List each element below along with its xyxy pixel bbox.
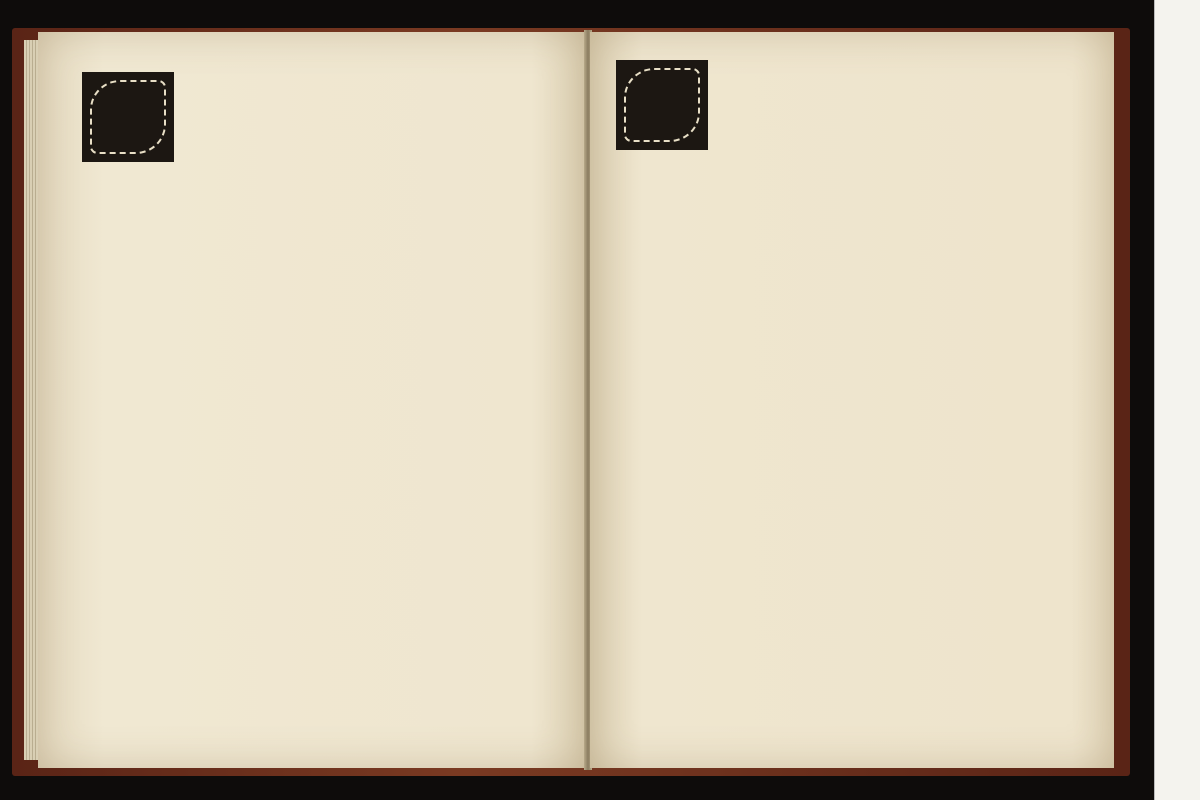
music-staff bbox=[614, 236, 1092, 268]
music-staff bbox=[614, 314, 1092, 346]
music-staff bbox=[614, 156, 1092, 188]
music-staff bbox=[100, 638, 572, 670]
music-staff bbox=[88, 328, 562, 360]
music-staff bbox=[96, 560, 570, 592]
music-staff-empty bbox=[614, 616, 1092, 648]
measuring-ruler bbox=[1154, 0, 1200, 800]
music-staff bbox=[92, 406, 566, 438]
music-staff bbox=[186, 92, 558, 124]
music-staff bbox=[614, 390, 1092, 422]
music-staff bbox=[84, 172, 558, 204]
decorated-initial bbox=[616, 60, 708, 150]
music-staff bbox=[614, 468, 1092, 500]
decorated-initial bbox=[82, 72, 174, 162]
left-page bbox=[38, 32, 586, 768]
music-staff bbox=[614, 544, 1092, 576]
music-staff bbox=[720, 72, 1090, 104]
music-staff bbox=[88, 250, 562, 282]
ornament-border bbox=[90, 80, 166, 154]
ornament-border bbox=[624, 68, 700, 142]
music-staff bbox=[94, 484, 568, 516]
right-page bbox=[590, 32, 1114, 768]
